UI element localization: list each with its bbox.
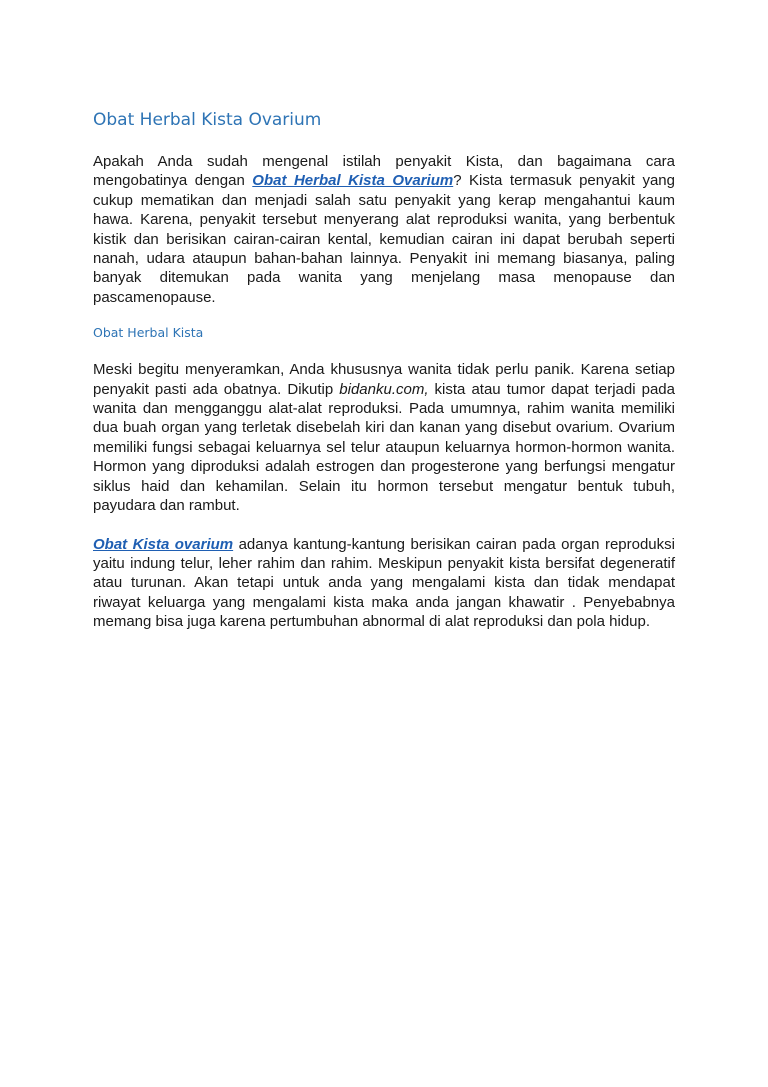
paragraph-intro-text-after: ? Kista termasuk penyakit yang cukup mematikan dan menjadi salah satu penyakit yang kerap mengahantui kaum hawa. Karena, penyakit tersebut menyerang alat reproduksi wanita, yang berbentuk kistik dan berisikan cairan-cairan kental, kemudian cairan ini dapat berubah seperti nanah, udara ataupun bahan-bahan lainnya. Penyakit ini memang biasanya, paling banyak ditemukan pada wanita yang menjelang masa menopause dan pascamenopause. <box>93 172 675 306</box>
link-obat-kista-ovarium[interactable]: Obat Kista ovarium <box>93 535 234 553</box>
document-title: Obat Herbal Kista Ovarium <box>93 110 322 130</box>
paragraph-explanation-text-after: kista atau tumor dapat terjadi pada wanita dan mengganggu alat-alat reproduksi. Pada umumnya, rahim wanita memiliki dua buah organ yang terletak disebelah kiri dan kanan yang disebut ovarium. Ovarium memiliki fungsi sebagai keluarnya sel telur ataupun keluarnya hormon-hormon wanita. Hormon yang diproduksi adalah estrogen dan progesterone yang berfungsi mengatur siklus haid dan kehamilan. Selain itu hormon tersebut mengatur bentuk tubuh, payudara dan rambut. <box>93 380 675 515</box>
paragraph-intro <box>93 152 675 307</box>
paragraph-explanation <box>93 360 675 515</box>
document-body <box>93 108 675 632</box>
paragraph-causes <box>93 535 675 632</box>
link-obat-herbal-kista-ovarium[interactable]: Obat Herbal Kista Ovarium <box>252 172 454 190</box>
paragraph-explanation-text-before: Meski begitu menyeramkan, Anda khususnya wanita tidak perlu panik. Karena setiap penyakit pasti ada obatnya. Dikutip <box>93 361 675 398</box>
section-subheading: Obat Herbal Kista <box>93 325 204 341</box>
source-reference: bidanku.com, <box>339 380 429 398</box>
paragraph-intro-text-before: Apakah Anda sudah mengenal istilah penyakit Kista, dan bagaimana cara mengobatinya dengan <box>93 153 675 190</box>
paragraph-causes-text-after: adanya kantung-kantung berisikan cairan pada organ reproduksi yaitu indung telur, leher rahim dan rahim. Meskipun penyakit kista bersifat degeneratif atau turunan. Akan tetapi untuk anda yang mengalami kista dan tidak mendapat riwayat keluarga yang mengalami kista maka anda jangan khawatir . Penyebabnya memang bisa juga karena pertumbuhan abnormal di alat reproduksi dan pola hidup. <box>93 535 675 631</box>
